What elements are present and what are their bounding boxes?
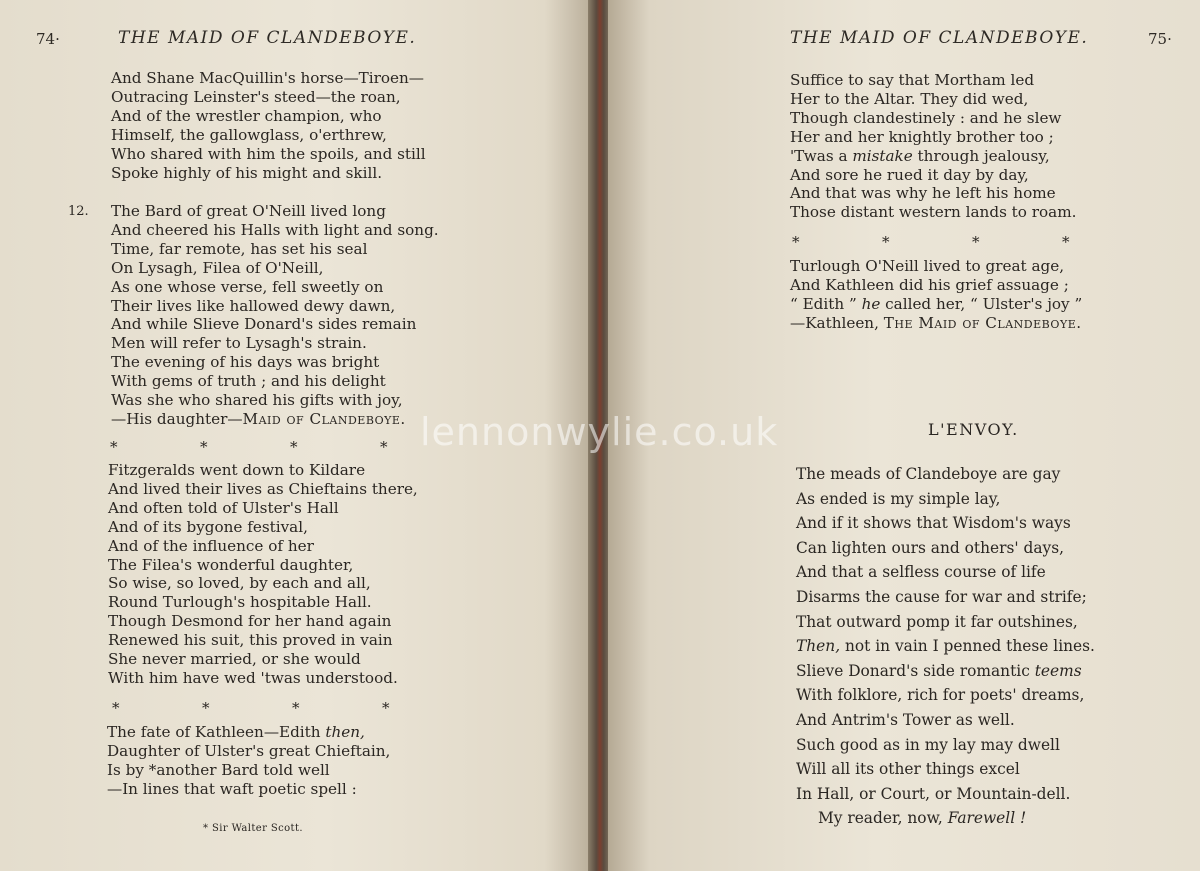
verse-line: Her and her knightly brother too ; [790,127,1054,146]
verse-line: And of its bygone festival, [108,517,308,536]
verse-line: As ended is my simple lay, [796,489,1001,508]
verse-line: Though Desmond for her hand again [108,612,392,631]
verse-line: Can lighten ours and others' days, [796,538,1064,557]
verse-line: Daughter of Ulster's great Chieftain, [107,741,391,760]
line-prefix: “ Edith ” [790,294,862,313]
star: * [112,699,120,717]
small-caps-title: Maid of Clandeboye. [242,409,406,428]
verse-line: As one whose verse, fell sweetly on [111,277,384,296]
verse-line: Suffice to say that Mortham led [790,71,1035,89]
right-verse-block-2 [790,257,1082,333]
verse-line [790,147,1076,166]
verse-line: With folklore, rich for poets' dreams, [796,686,1085,705]
star: * [382,699,390,717]
italic-word: then, [325,723,365,741]
line-prefix: Slieve Donard's side romantic [796,661,1035,680]
verse-line: Men will refer to Lysagh's strain. [111,334,367,353]
watermark-text: lennonwylie.co.uk [420,410,779,454]
star: * [202,699,210,717]
star: * [200,438,208,456]
verse-line: And cheered his Halls with light and song. [111,220,439,239]
line-prefix: —Kathleen, [790,313,884,332]
verse-line: Who shared with him the spoils, and still [111,144,426,163]
footnote: * Sir Walter Scott. [203,823,303,834]
verse-line: And that was why he left his home [790,184,1056,203]
verse-line: So wise, so loved, by each and all, [108,574,371,593]
italic-word: Then, [796,637,841,656]
star: * [380,438,388,456]
verse-line: And of the wrestler champion, who [111,106,382,125]
verse-line: Disarms the cause for war and strife; [796,587,1087,606]
left-verse-block-3 [108,461,418,688]
left-verse-block-2 [111,202,439,429]
verse-line: Their lives like hallowed dewy dawn, [111,296,396,315]
verse-line: Such good as in my lay may dwell [796,735,1060,754]
right-verse-block-1 [790,71,1076,222]
verse-line: And often told of Ulster's Hall [108,498,339,517]
verse-line: And Shane MacQuillin's horse—Tiroen— [111,69,424,87]
star: * [110,438,118,456]
line-suffix: called her, “ Ulster's joy ” [880,294,1083,313]
section-break-stars [110,438,470,456]
star: * [882,233,890,251]
section-break-stars [112,699,472,717]
line-suffix: through jealousy, [912,146,1050,165]
verse-line [790,314,1082,333]
verse-line: In Hall, or Court, or Mountain-dell. [796,784,1071,803]
verse-line: Those distant western lands to roam. [790,203,1077,222]
verse-line: The meads of Clandeboye are gay [796,465,1061,483]
envoy-title: L'ENVOY. [928,420,1019,439]
verse-line: The evening of his days was bright [111,353,380,372]
verse-line: With him have wed 'twas understood. [108,668,398,687]
italic-word: Farewell ! [947,809,1027,828]
verse-line [796,806,1095,831]
verse-line: Turlough O'Neill lived to great age, [790,257,1065,275]
verse-line: And sore he rued it day by day, [790,165,1029,184]
verse-line: Time, far remote, has set his seal [111,239,368,258]
verse-line: Her to the Altar. They did wed, [790,89,1029,108]
line-prefix: The fate of Kathleen—Edith [107,723,326,741]
left-verse-block-4 [107,723,390,799]
verse-line: And Antrim's Tower as well. [796,710,1015,729]
verse-line [107,723,390,742]
right-running-head: THE MAID OF CLANDEBOYE. [790,28,1089,48]
verse-line: —In lines that waft poetic spell : [107,779,357,798]
verse-line: She never married, or she would [108,650,361,669]
verse-line: On Lysagh, Filea of O'Neill, [111,258,324,277]
verse-line: Was she who shared his gifts with joy, [111,391,403,410]
verse-line: Renewed his suit, this proved in vain [108,631,393,650]
verse-line: With gems of truth ; and his delight [111,372,386,391]
verse-line: Himself, the gallowglass, o'erthrew, [111,125,387,144]
left-running-head: THE MAID OF CLANDEBOYE. [118,28,417,48]
verse-line: Outracing Leinster's steed—the roan, [111,87,401,106]
stanza-number: 12. [68,204,89,219]
verse-line: Round Turlough's hospitable Hall. [108,593,372,612]
star: * [290,438,298,456]
left-page-number: 74· [36,30,60,48]
verse-line: And of the influence of her [108,536,314,555]
right-page [608,0,1200,871]
star: * [292,699,300,717]
small-caps-title: The Maid of Clandeboye. [883,313,1082,332]
italic-word: teems [1034,661,1082,680]
line-suffix: not in vain I penned these lines. [840,637,1095,656]
verse-line [796,659,1095,684]
verse-line: Though clandestinely : and he slew [790,108,1062,127]
verse-line: The Bard of great O'Neill lived long [111,202,386,220]
section-break-stars [792,233,1152,251]
line-prefix: My reader, now, [818,809,948,828]
line-prefix: —His daughter— [111,409,243,428]
envoy-verse [796,462,1095,831]
verse-line: And that a selfless course of life [796,563,1046,582]
verse-line [111,410,439,429]
right-page-number: 75· [1148,30,1172,48]
verse-line: Will all its other things excel [796,760,1020,779]
star: * [1062,233,1070,251]
verse-line: The Filea's wonderful daughter, [108,555,354,574]
verse-line: Spoke highly of his might and skill. [111,163,383,182]
star: * [792,233,800,251]
verse-line: That outward pomp it far outshines, [796,612,1078,631]
verse-line [790,295,1082,314]
star: * [972,233,980,251]
verse-line: And Kathleen did his grief assuage ; [790,275,1069,294]
verse-line: And while Slieve Donard's sides remain [111,315,417,334]
italic-word: he [861,294,881,313]
verse-line: Fitzgeralds went down to Kildare [108,461,366,479]
left-verse-block-1 [111,69,426,182]
verse-line: And if it shows that Wisdom's ways [796,514,1071,533]
verse-line [796,634,1095,659]
verse-line: And lived their lives as Chieftains there, [108,479,418,498]
italic-word: mistake [852,146,913,165]
left-page [0,0,592,871]
verse-line: Is by *another Bard told well [107,760,330,779]
line-prefix: 'Twas a [790,146,853,165]
